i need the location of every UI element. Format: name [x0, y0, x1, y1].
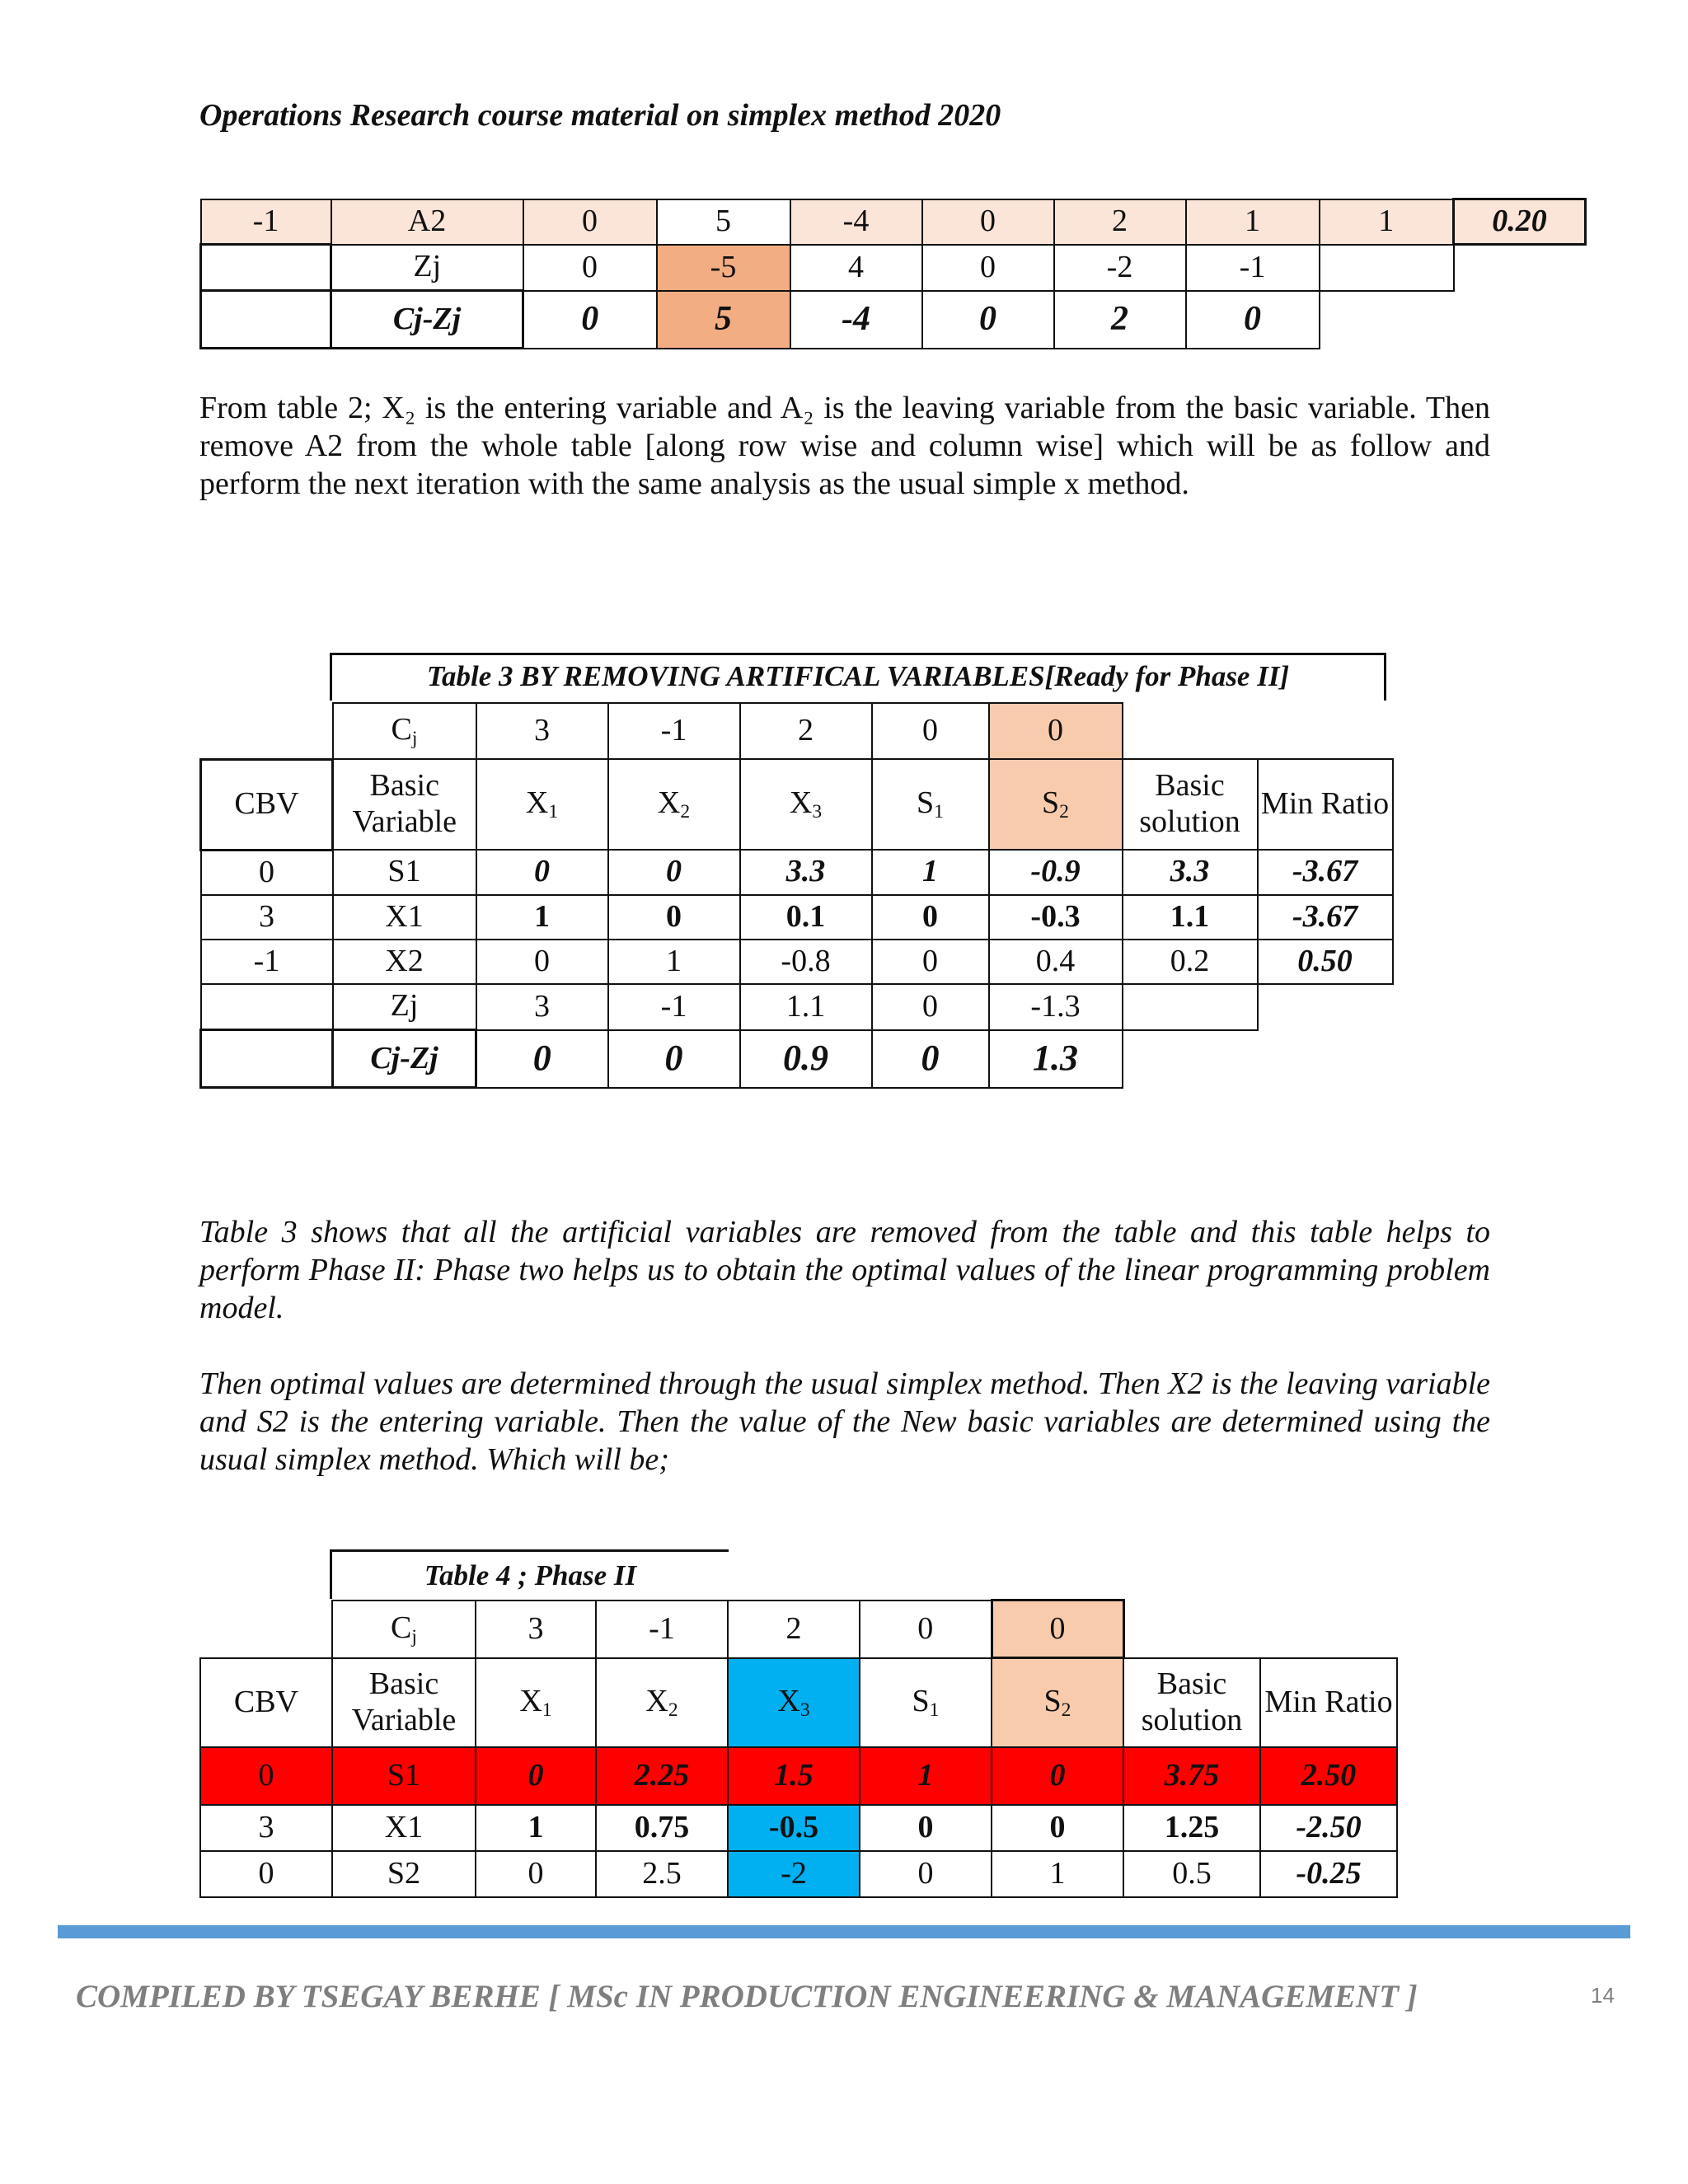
cell: [1320, 245, 1454, 291]
header-row: [201, 759, 1393, 850]
empty-cell: [1258, 703, 1393, 759]
cj-zj-cell: 0.9: [740, 1030, 872, 1088]
table4-caption: Table 4 ; Phase II: [424, 1559, 637, 1591]
value-cell: 1: [860, 1747, 992, 1805]
ratio-cell: -0.25: [1260, 1851, 1397, 1897]
value-cell: 1: [476, 895, 608, 940]
paragraph-1: From table 2; X₂ is the entering variable and A₂ is the leaving variable from the basic variable. Then remove A2 from the whole table [along row wise and column wise] which will be as follow and perform the next iteration with the same analysis as the usual simple x method.: [199, 391, 1490, 501]
value-cell: -0.5: [728, 1805, 860, 1851]
s1-header: $S_1$: [860, 1658, 992, 1747]
basic-solution-header: Basic solution: [1123, 1658, 1260, 1747]
footer-credit: COMPILED BY TSEGAY BERHE [ MSc IN PRODUCTION ENGINEERING & MANAGEMENT ]: [76, 1979, 1418, 2014]
cj-zj-label: Cj-Zj: [333, 1030, 476, 1088]
zj-row: [201, 984, 1393, 1030]
ratio-cell: 2.50: [1260, 1747, 1397, 1805]
empty-cell: [1123, 703, 1258, 759]
x1-header: $X_1$: [476, 1658, 596, 1747]
solution-cell: 0.5: [1123, 1851, 1260, 1897]
value-cell: 0.75: [596, 1805, 728, 1851]
cbv-header: CBV: [200, 1658, 332, 1747]
cj-x2: -1: [596, 1601, 728, 1658]
cj-s1: 0: [860, 1601, 992, 1658]
cell: 5: [657, 291, 790, 349]
value-cell: 0: [476, 1851, 596, 1897]
zj-cell: -1.3: [989, 984, 1123, 1030]
a2-row: [201, 199, 1586, 245]
ratio-cell: -2.50: [1260, 1805, 1397, 1851]
min-ratio-cell: 0.20: [1454, 199, 1586, 245]
solution-cell: 1.1: [1123, 895, 1258, 940]
table-row: [201, 895, 1393, 940]
cj-x1: 3: [476, 1601, 596, 1658]
x3-header: $X_3$: [740, 759, 872, 850]
cell: -5: [657, 245, 790, 291]
value-cell: -2: [728, 1851, 860, 1897]
cbv-cell: -1: [201, 940, 333, 984]
cell: 0: [523, 245, 657, 291]
value-cell: 3.3: [740, 850, 872, 895]
basic-variable-header: Basic Variable: [333, 759, 476, 850]
empty-cell: [1320, 291, 1454, 349]
cell: 5: [657, 199, 790, 245]
cj-zj-row: [201, 1030, 1393, 1088]
s2-header: $S_2$: [989, 759, 1123, 850]
empty-cell: [1258, 1030, 1393, 1088]
s2-header: $S_2$: [992, 1658, 1123, 1747]
table4: [199, 1599, 1398, 1898]
solution-cell: 3.3: [1123, 850, 1258, 895]
s1-header: $S_1$: [872, 759, 989, 850]
cj-s2: 0: [989, 703, 1123, 759]
basic-variable-header: Basic Variable: [332, 1658, 476, 1747]
var-cell: S1: [333, 850, 476, 895]
cell: -2: [1054, 245, 1186, 291]
empty-cell: [200, 1601, 332, 1658]
value-cell: -0.9: [989, 850, 1123, 895]
zj-cell: 1.1: [740, 984, 872, 1030]
value-cell: 0.4: [989, 940, 1123, 984]
cell: -1: [1186, 245, 1320, 291]
cell: 1: [1320, 199, 1454, 245]
pivot-row: [200, 1747, 1397, 1805]
cell: [201, 291, 331, 349]
value-cell: 2.5: [596, 1851, 728, 1897]
page-number: 14: [1591, 1983, 1615, 2008]
value-cell: 0: [992, 1805, 1123, 1851]
cj-s1: 0: [872, 703, 989, 759]
cell: 4: [790, 245, 922, 291]
zj-cell: -1: [608, 984, 740, 1030]
ratio-cell: 0.50: [1258, 940, 1393, 984]
var-cell: X2: [333, 940, 476, 984]
cj-zj-cell: 0: [476, 1030, 608, 1088]
value-cell: 0: [608, 850, 740, 895]
empty-cell: [1123, 1601, 1260, 1658]
cbv-cell: 0: [200, 1851, 332, 1897]
cbv-cell: 0: [201, 850, 333, 895]
ratio-cell: -3.67: [1258, 895, 1393, 940]
zj-row: [201, 245, 1586, 291]
cbv-cell: 0: [200, 1747, 332, 1805]
cell: 0: [922, 199, 1054, 245]
zj-cell: 0: [872, 984, 989, 1030]
cell: Cj-Zj: [331, 291, 523, 349]
cbv-header: CBV: [201, 759, 333, 850]
table-row: [201, 940, 1393, 984]
cell: 0: [922, 291, 1054, 349]
value-cell: 0: [608, 895, 740, 940]
x1-header: $X_1$: [476, 759, 608, 850]
cell: 2: [1054, 199, 1186, 245]
cell: [201, 245, 331, 291]
empty-cell: [201, 984, 333, 1030]
value-cell: 2.25: [596, 1747, 728, 1805]
cj-zj-row: [201, 291, 1586, 349]
value-cell: 0: [860, 1851, 992, 1897]
table-row: [201, 850, 1393, 895]
value-cell: 0.1: [740, 895, 872, 940]
zj-cell: 3: [476, 984, 608, 1030]
value-cell: 0: [872, 895, 989, 940]
basic-solution-header: Basic solution: [1123, 759, 1258, 850]
table3-caption: Table 3 BY REMOVING ARTIFICAL VARIABLES[Ready for Phase II]: [426, 660, 1290, 692]
cj-row: [200, 1601, 1397, 1658]
value-cell: 1: [608, 940, 740, 984]
cj-label: $C_j$: [332, 1601, 476, 1658]
var-cell: X1: [332, 1805, 476, 1851]
cell: 1: [1186, 199, 1320, 245]
cj-label: $C_j$: [333, 703, 476, 759]
cbv-cell: 3: [201, 895, 333, 940]
cell: 0: [523, 199, 657, 245]
empty-cell: [1123, 984, 1258, 1030]
x3-header: $X_3$: [728, 1658, 860, 1747]
cj-row: [201, 703, 1393, 759]
var-cell: X1: [333, 895, 476, 940]
value-cell: -0.8: [740, 940, 872, 984]
var-cell: S1: [332, 1747, 476, 1805]
empty-cell: [1454, 291, 1586, 349]
zj-label: Zj: [333, 984, 476, 1030]
cj-x2: -1: [608, 703, 740, 759]
cell: -1: [201, 199, 331, 245]
value-cell: 0: [860, 1805, 992, 1851]
page-header: Operations Research course material on simplex method 2020: [199, 98, 1001, 133]
cell: 0: [1186, 291, 1320, 349]
footer-rule: [58, 1925, 1630, 1938]
value-cell: -0.3: [989, 895, 1123, 940]
table-row: [200, 1805, 1397, 1851]
table-row: [200, 1851, 1397, 1897]
cj-s2: 0: [992, 1601, 1123, 1658]
cj-zj-cell: 0: [872, 1030, 989, 1088]
cj-zj-cell: 1.3: [989, 1030, 1123, 1088]
cell: 0: [922, 245, 1054, 291]
ratio-cell: -3.67: [1258, 850, 1393, 895]
min-ratio-header: Min Ratio: [1260, 1658, 1397, 1747]
var-cell: S2: [332, 1851, 476, 1897]
solution-cell: 0.2: [1123, 940, 1258, 984]
paragraph-2: Table 3 shows that all the artificial variables are removed from the table and this table helps to perform Phase II: Phase two helps us to obtain the optimal values of the linear programming problem model.: [199, 1215, 1490, 1325]
empty-cell: [1258, 984, 1393, 1030]
cbv-cell: 3: [200, 1805, 332, 1851]
empty-cell: [1260, 1601, 1397, 1658]
cell: Zj: [331, 245, 523, 291]
empty-cell: [1123, 1030, 1258, 1088]
cell: 2: [1054, 291, 1186, 349]
value-cell: 0: [476, 940, 608, 984]
value-cell: 0: [872, 940, 989, 984]
cell: 0: [523, 291, 657, 349]
cell: -4: [790, 199, 922, 245]
header-row: [200, 1658, 1397, 1747]
cj-zj-cell: 0: [608, 1030, 740, 1088]
value-cell: 0: [992, 1747, 1123, 1805]
cj-x3: 2: [740, 703, 872, 759]
table3: [199, 702, 1394, 1089]
min-ratio-header: Min Ratio: [1258, 759, 1393, 850]
value-cell: 0: [476, 850, 608, 895]
table2-continuation: [199, 198, 1587, 349]
table4-caption-box: [330, 1549, 729, 1599]
solution-cell: 1.25: [1123, 1805, 1260, 1851]
value-cell: 1: [872, 850, 989, 895]
value-cell: 1: [476, 1805, 596, 1851]
cj-x1: 3: [476, 703, 608, 759]
empty-cell: [201, 703, 333, 759]
value-cell: 1: [992, 1851, 1123, 1897]
cj-x3: 2: [728, 1601, 860, 1658]
solution-cell: 3.75: [1123, 1747, 1260, 1805]
cell: -4: [790, 291, 922, 349]
empty-cell: [1454, 245, 1586, 291]
value-cell: 0: [476, 1747, 596, 1805]
empty-cell: [201, 1030, 333, 1088]
x2-header: $X_2$: [596, 1658, 728, 1747]
pivot-cell: 1.5: [728, 1747, 860, 1805]
cell: A2: [331, 199, 523, 245]
table3-caption-box: [330, 653, 1386, 701]
x2-header: $X_2$: [608, 759, 740, 850]
paragraph-3: Then optimal values are determined through the usual simplex method. Then X2 is the leaving variable and S2 is the entering variable. Then the value of the New basic variables are determined using the usual simplex method. Which will be;: [199, 1366, 1490, 1477]
